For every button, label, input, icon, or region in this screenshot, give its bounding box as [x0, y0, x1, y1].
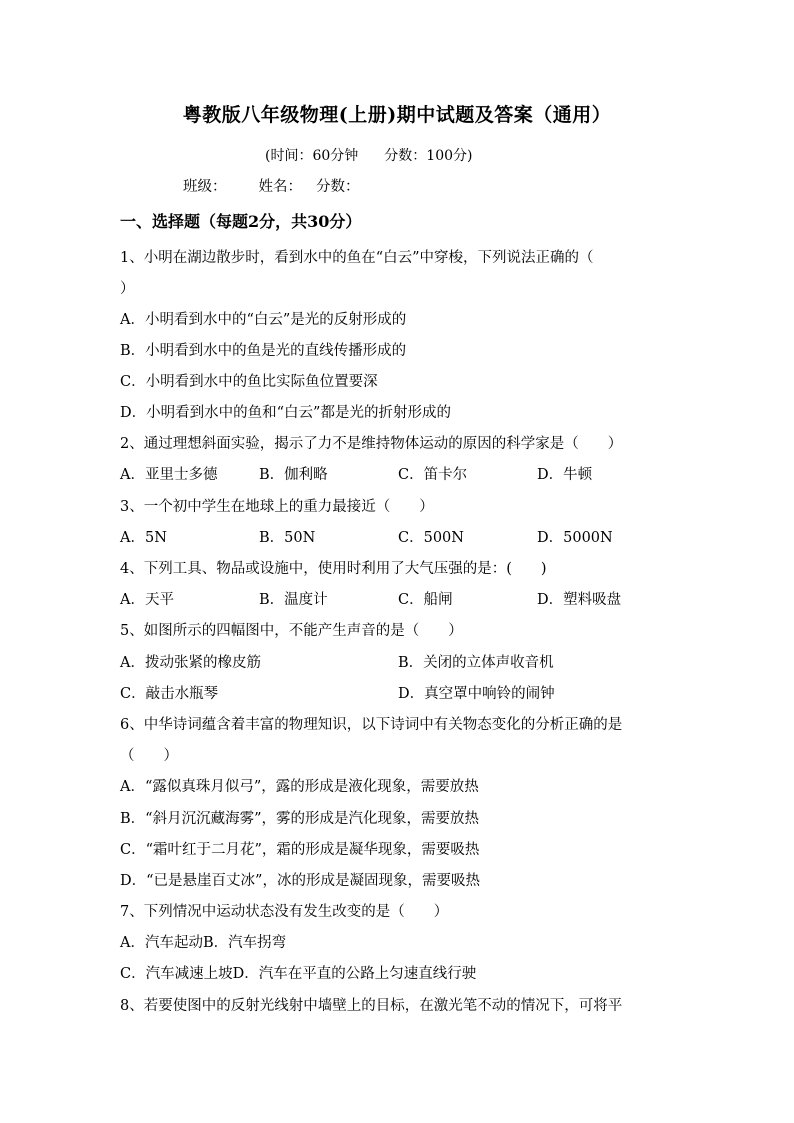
document-title: 粤教版八年级物理(上册)期中试题及答案（通用）	[182, 104, 612, 126]
question-6-stem: 6、中华诗词蕴含着丰富的物理知识，以下诗词中有关物态变化的分析正确的是	[120, 717, 623, 733]
question-3-option-a: A．5N	[120, 530, 167, 546]
class-label: 班级：	[183, 179, 227, 195]
section-heading: 一、选择题（每题2分，共30分）	[120, 212, 362, 231]
question-6-option-b: B．“斜月沉沉藏海雾”，雾的形成是汽化现象，需要放热	[120, 811, 479, 827]
question-2-stem: 2、通过理想斜面实验，揭示了力不是维持物体运动的原因的科学家是（ ）	[120, 436, 623, 452]
question-8-stem: 8、若要使图中的反射光线射中墙壁上的目标，在激光笔不动的情况下，可将平	[120, 998, 623, 1014]
question-6-option-d: D．“已是悬崖百丈冰”，冰的形成是凝固现象，需要吸热	[120, 873, 480, 889]
question-6-option-a: A．“露似真珠月似弓”，露的形成是液化现象，需要放热	[120, 779, 479, 795]
score-label: 分数：	[316, 179, 360, 195]
question-1-stem: 1、小明在湖边散步时，看到水中的鱼在“白云”中穿梭，下列说法正确的（	[120, 250, 594, 266]
question-2-option-a: A．亚里士多德	[120, 467, 218, 483]
question-4-option-c: C．船闸	[398, 592, 453, 608]
question-2-option-b: B．伽利略	[259, 467, 328, 483]
question-2-option-c: C．笛卡尔	[398, 467, 468, 483]
question-1-option-b: B．小明看到水中的鱼是光的直线传播形成的	[120, 343, 407, 359]
question-7-options-ab: A．汽车起动B．汽车拐弯	[120, 935, 287, 951]
exam-info	[265, 145, 472, 165]
question-5-stem: 5、如图所示的四幅图中，不能产生声音的是（ ）	[120, 623, 463, 639]
question-5-option-a: A．拨动张紧的橡皮筋	[120, 655, 261, 671]
question-3-options	[120, 528, 676, 548]
question-4-option-a: A．天平	[120, 592, 174, 608]
question-3-option-b: B．50N	[259, 530, 316, 546]
question-3-option-c: C．500N	[398, 530, 464, 546]
question-7-options-cd: C．汽车减速上坡D．汽车在平直的公路上匀速直线行驶	[120, 966, 477, 982]
question-1-option-d: D．小明看到水中的鱼和“白云”都是光的折射形成的	[120, 405, 451, 421]
name-label: 姓名：	[258, 179, 302, 195]
question-1-option-c: C．小明看到水中的鱼比实际鱼位置要深	[120, 374, 378, 390]
question-4-option-b: B．温度计	[259, 592, 328, 608]
question-2-option-d: D．牛顿	[537, 467, 593, 483]
question-3-option-d: D．5000N	[537, 530, 613, 546]
question-6-option-c: C．“霜叶红于二月花”，霜的形成是凝华现象，需要吸热	[120, 842, 480, 858]
question-1-stem-cont: ）	[120, 281, 135, 297]
question-5-options-row-1	[120, 653, 676, 673]
question-5-option-b: B．关闭的立体声收音机	[398, 655, 554, 671]
question-4-option-d: D．塑料吸盘	[537, 592, 622, 608]
question-5-options-row-2	[120, 684, 676, 704]
question-5-option-c: C．敲击水瓶琴	[120, 686, 219, 702]
question-7-stem: 7、下列情况中运动状态没有发生改变的是（ ）	[120, 904, 449, 920]
exam-time: (时间：60分钟	[265, 148, 359, 164]
question-4-stem: 4、下列工具、物品或设施中，使用时利用了大气压强的是：( )	[120, 561, 547, 577]
question-4-options	[120, 590, 676, 610]
question-3-stem: 3、一个初中学生在地球上的重力最接近（ ）	[120, 499, 434, 515]
student-info	[183, 175, 392, 196]
question-1-option-a: A．小明看到水中的“白云”是光的反射形成的	[120, 312, 407, 328]
exam-total-score: 分数：100分)	[384, 148, 473, 164]
question-2-options	[120, 465, 676, 485]
question-6-stem-cont: （ ）	[120, 748, 178, 764]
question-5-option-d: D．真空罩中响铃的闹钟	[398, 686, 555, 702]
